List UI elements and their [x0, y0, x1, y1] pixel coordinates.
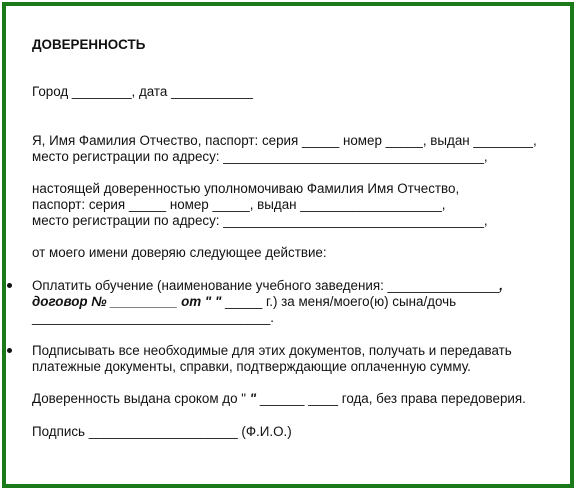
action-intro: от моего имени доверяю следующее действие: [32, 245, 327, 260]
grantor-passport-line: Я, Имя Фамилия Отчество, паспорт: серия _____ номер _____, выдан ________, [32, 133, 537, 148]
document-title: ДОВЕРЕННОСТЬ [32, 37, 146, 52]
bullet-item-1 [7, 283, 12, 288]
bullet-item-2 [7, 348, 12, 353]
city-date-line: Город ________, дата ___________ [32, 84, 253, 99]
item2-line1: Подписывать все необходимые для этих документов, получать и передавать [32, 343, 512, 358]
item1-line3: ________________________________. [32, 310, 275, 325]
signature-line: Подпись ____________________ (Ф.И.О.) [32, 424, 292, 439]
validity-quote: " [249, 391, 257, 406]
validity-text-a: Доверенность выдана сроком до " [32, 391, 250, 406]
item1-line2-text: _____ г.) за меня/моего(ю) сына/дочь [221, 294, 457, 309]
attorney-name-line: настоящей доверенностью уполномочиваю Фамилия Имя Отчество, [32, 181, 460, 196]
validity-text-b: ______ ____ года, без права передоверия. [256, 391, 526, 406]
validity-line [32, 391, 526, 407]
attorney-passport-line: паспорт: серия _____ номер _____, выдан ___________________, [32, 197, 446, 212]
item1-line1-comma: , [499, 278, 503, 293]
item1-line1-text: Оплатить обучение (наименование учебного заведения: _______________ [32, 278, 500, 293]
item1-line1 [32, 278, 503, 294]
contract-number-label: договор № _________ от " " [32, 294, 222, 309]
item2-line2: платежные документы, справки, подтверждающие оплаченную сумму. [32, 359, 471, 374]
attorney-address-line: место регистрации по адресу: ___________________________________, [32, 213, 488, 228]
item1-line2 [32, 294, 456, 310]
grantor-address-line: место регистрации по адресу: ___________________________________, [32, 149, 488, 164]
